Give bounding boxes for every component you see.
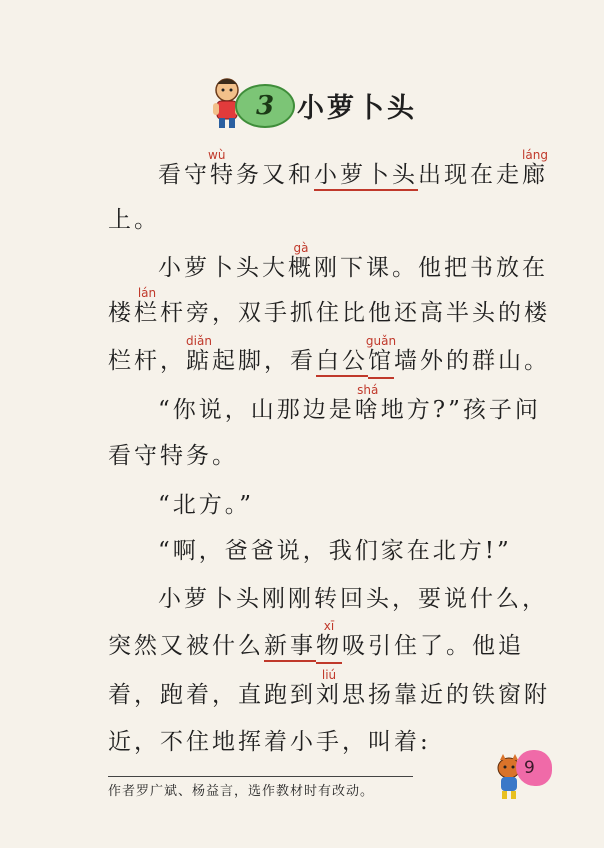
- annotated-character: [354, 383, 381, 425]
- text-line: [0, 490, 604, 520]
- text-segment: 出现在走: [418, 162, 522, 188]
- underlined-term: 物: [316, 633, 342, 659]
- lesson-title: 小萝卜头: [297, 93, 417, 124]
- pinyin-annotation: liú: [321, 668, 337, 682]
- lesson-header: [205, 72, 465, 132]
- text-segment: 刘: [316, 682, 342, 708]
- annotated-character: [522, 148, 548, 190]
- text-segment: 突然又被什么: [108, 633, 264, 659]
- footnote-rule: [108, 776, 413, 777]
- page-number: 9: [524, 758, 535, 778]
- text-segment: 地方?”孩子问: [380, 397, 541, 423]
- text-segment: 啥: [354, 397, 381, 423]
- text-segment: 思扬靠近的铁窗附: [342, 682, 550, 708]
- text-segment: 墙外的群山。: [394, 348, 550, 374]
- text-segment: “北方。”: [158, 492, 255, 518]
- text-line: [0, 619, 604, 664]
- underlined-term: 白公: [316, 348, 368, 377]
- text-segment: 小萝卜头大: [158, 255, 288, 281]
- text-line: [0, 536, 604, 566]
- text-line: [0, 286, 604, 328]
- annotated-character: [186, 334, 212, 376]
- annotated-character: [316, 668, 342, 710]
- text-segment: 栏杆，: [108, 348, 186, 374]
- page-number-badge: [494, 748, 554, 804]
- text-segment: “你说，山那边是: [158, 397, 355, 423]
- text-segment: 吸引住了。他追: [342, 633, 524, 659]
- annotated-character: [288, 241, 314, 283]
- pinyin-annotation: lán: [137, 286, 157, 300]
- text-segment: 看守特务又和: [158, 162, 314, 188]
- pinyin-annotation: guǎn: [365, 334, 397, 348]
- pinyin-annotation: diǎn: [186, 334, 212, 348]
- text-segment: 着，跑着，直跑到: [108, 682, 316, 708]
- text-line: [0, 441, 604, 471]
- text-segment: 楼: [108, 300, 134, 326]
- text-segment: 近，不住地挥着小手，叫着:: [108, 729, 431, 755]
- pinyin-annotation: shá: [357, 383, 379, 397]
- underlined-term: 新事: [264, 633, 316, 662]
- text-segment: 踮: [186, 348, 212, 374]
- text-segment: 小萝卜头刚刚转回头，要说什么，: [158, 586, 548, 612]
- text-segment: 上。: [108, 207, 160, 233]
- footnote: 作者罗广斌、杨益言，选作教材时有改动。: [108, 784, 375, 799]
- text-segment: “啊，爸爸说，我们家在北方!”: [158, 538, 512, 564]
- text-segment: 栏: [134, 300, 160, 326]
- text-line: [0, 334, 604, 379]
- text-line: [0, 205, 604, 235]
- text-line: [0, 148, 604, 190]
- text-segment: 刚下课。他把书放在: [314, 255, 548, 281]
- text-segment: 看守特务。: [108, 443, 238, 469]
- text-segment: 廊: [522, 162, 548, 188]
- pinyin-annotation: láng: [522, 148, 548, 162]
- underlined-term: 小萝卜头: [314, 162, 418, 191]
- text-line: [0, 668, 604, 710]
- pinyin-annotation: xī: [323, 619, 335, 633]
- pinyin-annotation: wù: [208, 148, 226, 162]
- annotated-character: [134, 286, 160, 328]
- text-line: [0, 241, 604, 283]
- text-line: [0, 584, 604, 614]
- underlined-term: 馆: [368, 348, 394, 374]
- text-segment: 起脚，看: [212, 348, 316, 374]
- text-line: [0, 383, 604, 425]
- lesson-number-badge: 3: [235, 84, 295, 128]
- text-segment: 杆旁，双手抓住比他还高半头的楼: [160, 300, 550, 326]
- pinyin-annotation: gà: [293, 241, 309, 255]
- text-segment: 概: [288, 255, 314, 281]
